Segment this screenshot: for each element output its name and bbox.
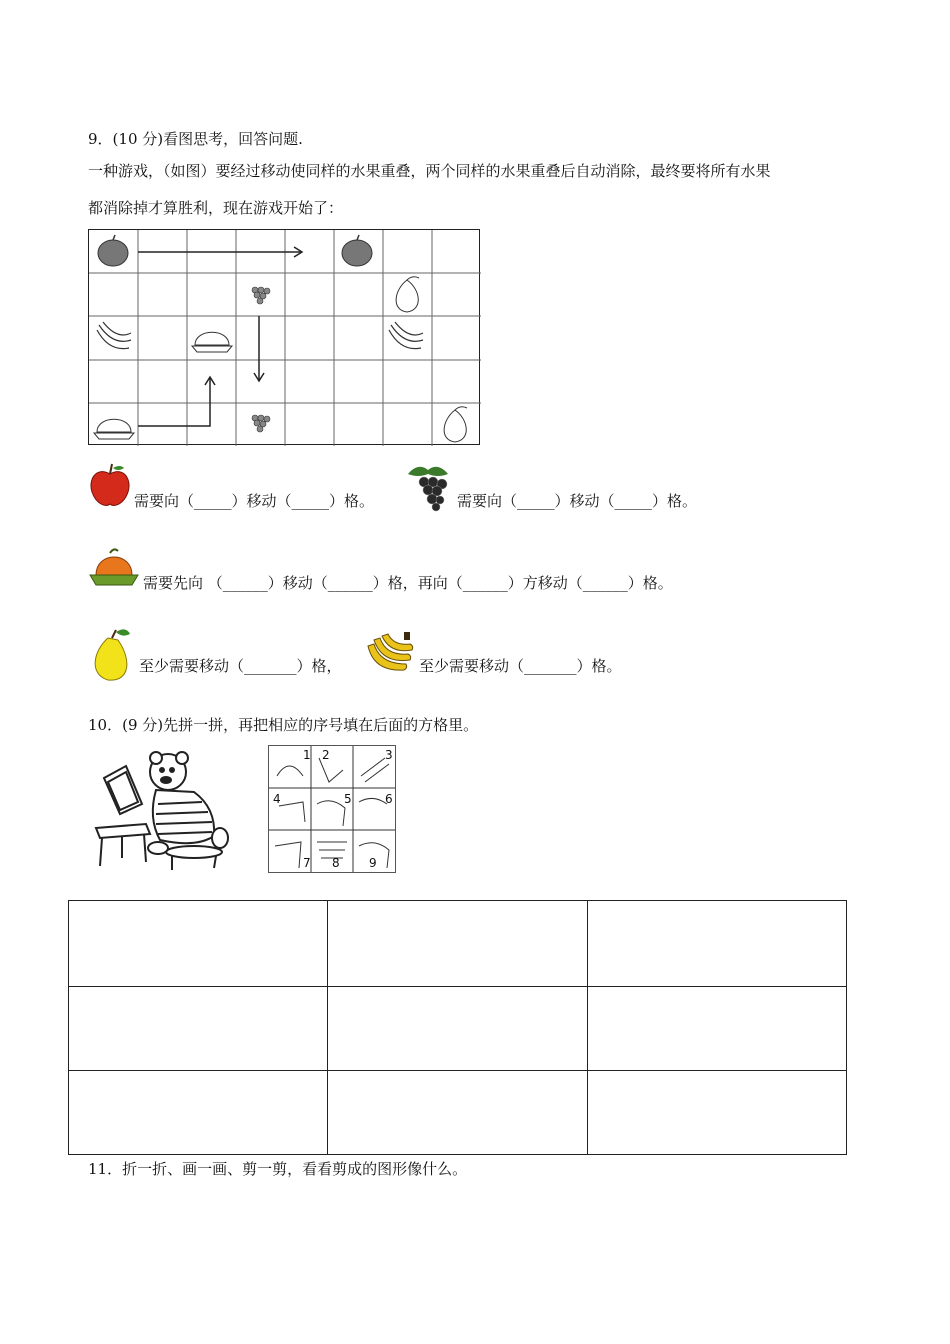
arrow-orange bbox=[138, 378, 210, 426]
puzzle-number: 5 bbox=[344, 792, 352, 806]
banana-question: 至少需要移动（_______）格。 bbox=[419, 657, 622, 675]
answer-cell[interactable] bbox=[328, 901, 587, 987]
orange-icon bbox=[88, 545, 140, 591]
pear-icon bbox=[88, 626, 134, 684]
q9-description-line2: 都消除掉才算胜利，现在游戏开始了： bbox=[88, 199, 344, 217]
grape-icon bbox=[402, 460, 454, 514]
answer-cell[interactable] bbox=[69, 987, 328, 1071]
pear-outline-icon bbox=[444, 407, 467, 442]
bear-reading-image bbox=[86, 748, 230, 874]
banana-outline-icon bbox=[389, 322, 423, 349]
grape-gray-icon bbox=[252, 415, 270, 432]
pear-question: 至少需要移动（_______）格， bbox=[139, 657, 342, 675]
q10-title: 10．(9 分)先拼一拼，再把相应的序号填在后面的方格里。 bbox=[88, 716, 479, 734]
apple-gray-icon bbox=[98, 235, 128, 266]
apple-icon bbox=[88, 462, 132, 508]
game-grid bbox=[88, 229, 480, 445]
banana-outline-icon bbox=[97, 322, 131, 349]
puzzle-number: 8 bbox=[332, 856, 340, 870]
apple-question: 需要向（_____）移动（_____）格。 bbox=[134, 492, 375, 510]
answer-cell[interactable] bbox=[587, 901, 846, 987]
puzzle-pieces-image bbox=[268, 745, 396, 873]
orange-question: 需要先向 （______）移动（______）格，再向（______）方移动（______）格。 bbox=[143, 574, 673, 592]
answer-cell[interactable] bbox=[328, 987, 587, 1071]
grape-gray-icon bbox=[252, 287, 270, 304]
puzzle-number: 9 bbox=[369, 856, 377, 870]
pear-outline-icon bbox=[396, 277, 419, 312]
answer-grid bbox=[68, 900, 847, 1155]
q9-title: 9．(10 分)看图思考，回答问题. bbox=[88, 130, 303, 148]
puzzle-number: 4 bbox=[273, 792, 281, 806]
answer-cell[interactable] bbox=[587, 987, 846, 1071]
answer-cell[interactable] bbox=[328, 1071, 587, 1155]
apple-gray-icon bbox=[342, 235, 372, 266]
puzzle-number: 3 bbox=[385, 748, 393, 762]
answer-cell[interactable] bbox=[69, 901, 328, 987]
grid-lines bbox=[89, 230, 481, 446]
puzzle-number: 1 bbox=[303, 748, 311, 762]
puzzle-number: 2 bbox=[322, 748, 330, 762]
q9-description-line1: 一种游戏，（如图）要经过移动使同样的水果重叠，两个同样的水果重叠后自动消除，最终要将所有水果 bbox=[88, 162, 771, 180]
grape-question: 需要向（_____）移动（_____）格。 bbox=[457, 492, 698, 510]
orange-outline-icon bbox=[94, 419, 134, 439]
puzzle-number: 6 bbox=[385, 792, 393, 806]
banana-icon bbox=[364, 628, 416, 680]
answer-cell[interactable] bbox=[69, 1071, 328, 1155]
puzzle-number: 7 bbox=[303, 856, 311, 870]
q11-title: 11．折一折、画一画、剪一剪，看看剪成的图形像什么。 bbox=[88, 1160, 468, 1178]
answer-cell[interactable] bbox=[587, 1071, 846, 1155]
orange-outline-icon bbox=[192, 332, 232, 352]
